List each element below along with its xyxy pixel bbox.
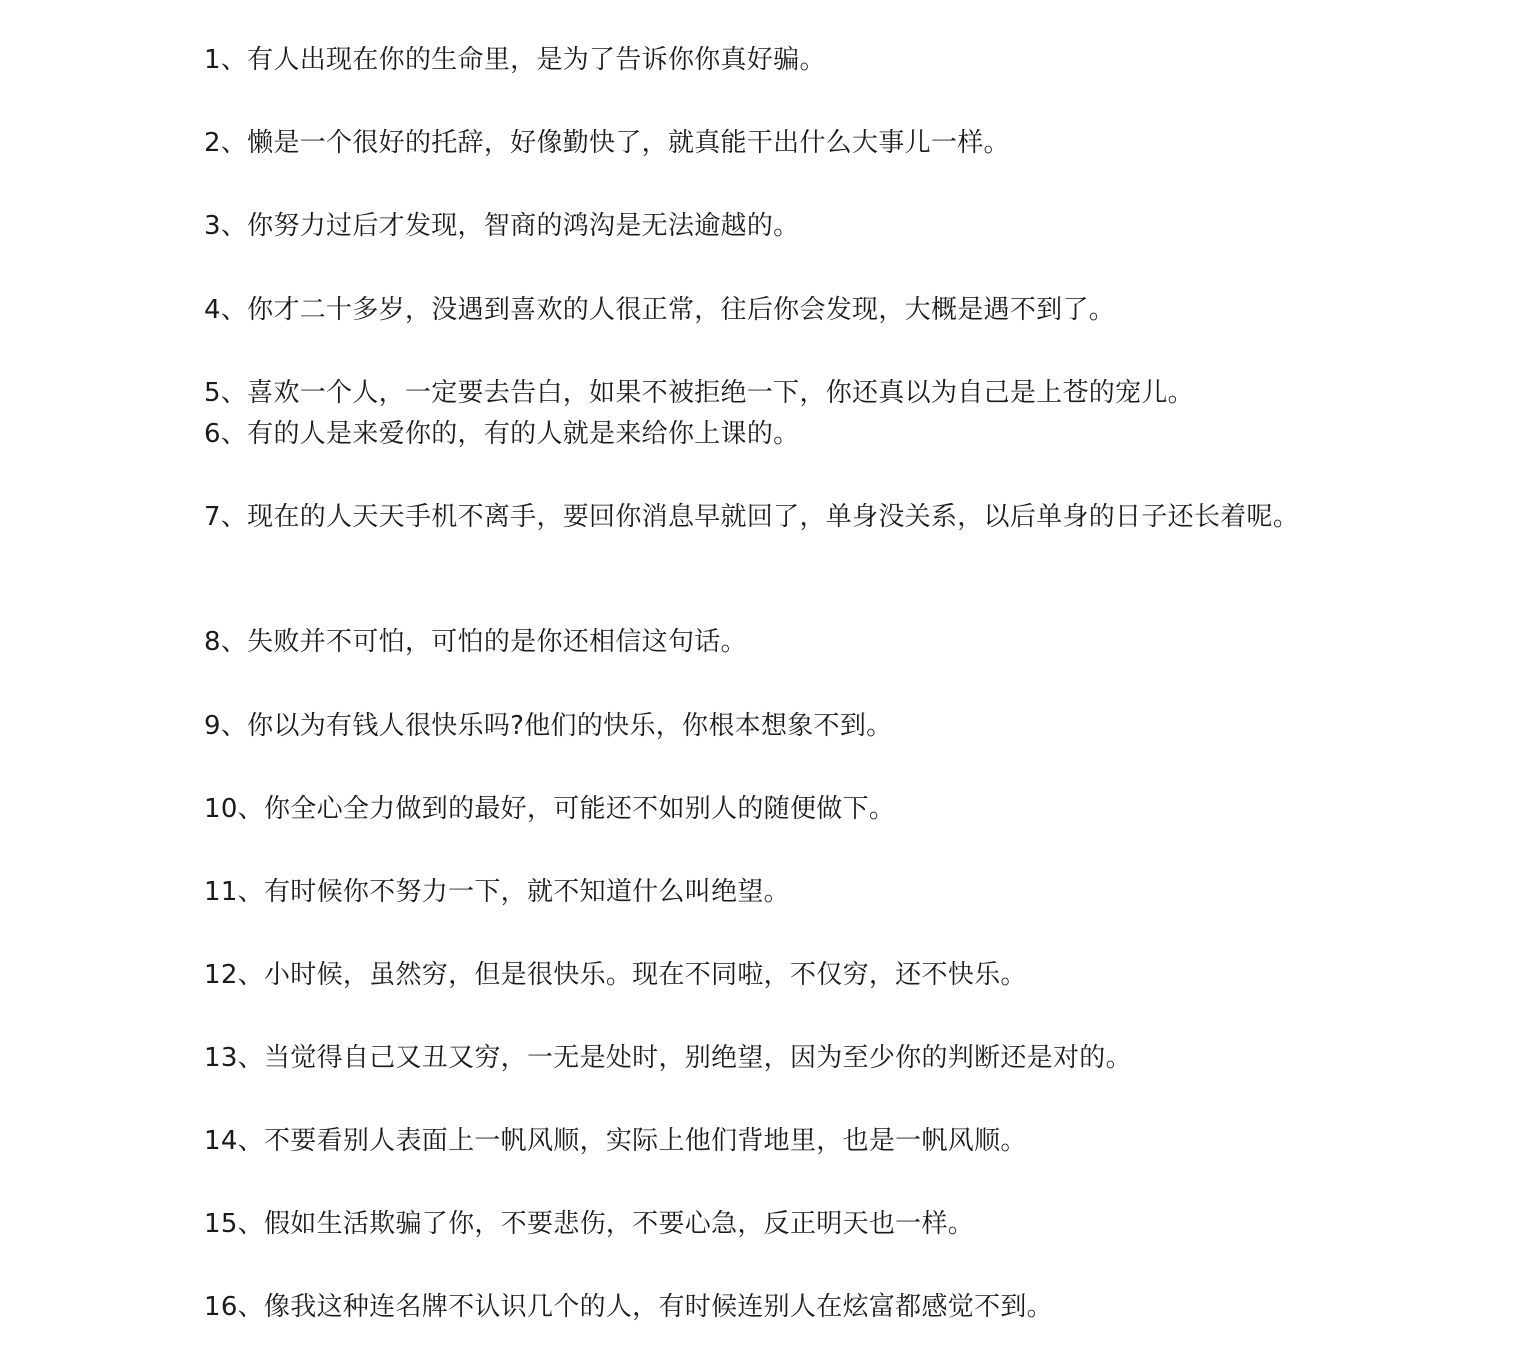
list-item-6: 6、有的人是来爱你的，有的人就是来给你上课的。	[204, 419, 800, 449]
list-item-8: 8、失败并不可怕，可怕的是你还相信这句话。	[204, 627, 747, 657]
list-item-14: 14、不要看别人表面上一帆风顺，实际上他们背地里，也是一帆风顺。	[204, 1126, 1027, 1156]
list-item-7: 7、现在的人天天手机不离手，要回你消息早就回了，单身没关系，以后单身的日子还长着呢。	[204, 502, 1300, 532]
list-item-3: 3、你努力过后才发现，智商的鸿沟是无法逾越的。	[204, 211, 800, 241]
list-item-10: 10、你全心全力做到的最好，可能还不如别人的随便做下。	[204, 794, 896, 824]
list-item-13: 13、当觉得自己又丑又穷，一无是处时，别绝望，因为至少你的判断还是对的。	[204, 1043, 1132, 1073]
list-item-5: 5、喜欢一个人，一定要去告白，如果不被拒绝一下，你还真以为自己是上苍的宠儿。	[204, 378, 1194, 408]
list-item-16: 16、像我这种连名牌不认识几个的人，有时候连别人在炫富都感觉不到。	[204, 1292, 1053, 1322]
list-item-9: 9、你以为有钱人很快乐吗?他们的快乐，你根本想象不到。	[204, 711, 893, 741]
list-item-2: 2、懒是一个很好的托辞，好像勤快了，就真能干出什么大事儿一样。	[204, 128, 1010, 158]
list-item-11: 11、有时候你不努力一下，就不知道什么叫绝望。	[204, 877, 790, 907]
list-item-1: 1、有人出现在你的生命里，是为了告诉你你真好骗。	[204, 45, 826, 75]
list-item-12: 12、小时候，虽然穷，但是很快乐。现在不同啦，不仅穷，还不快乐。	[204, 960, 1027, 990]
list-item-15: 15、假如生活欺骗了你，不要悲伤，不要心急，反正明天也一样。	[204, 1209, 975, 1239]
list-item-4: 4、你才二十多岁，没遇到喜欢的人很正常，往后你会发现，大概是遇不到了。	[204, 295, 1116, 325]
